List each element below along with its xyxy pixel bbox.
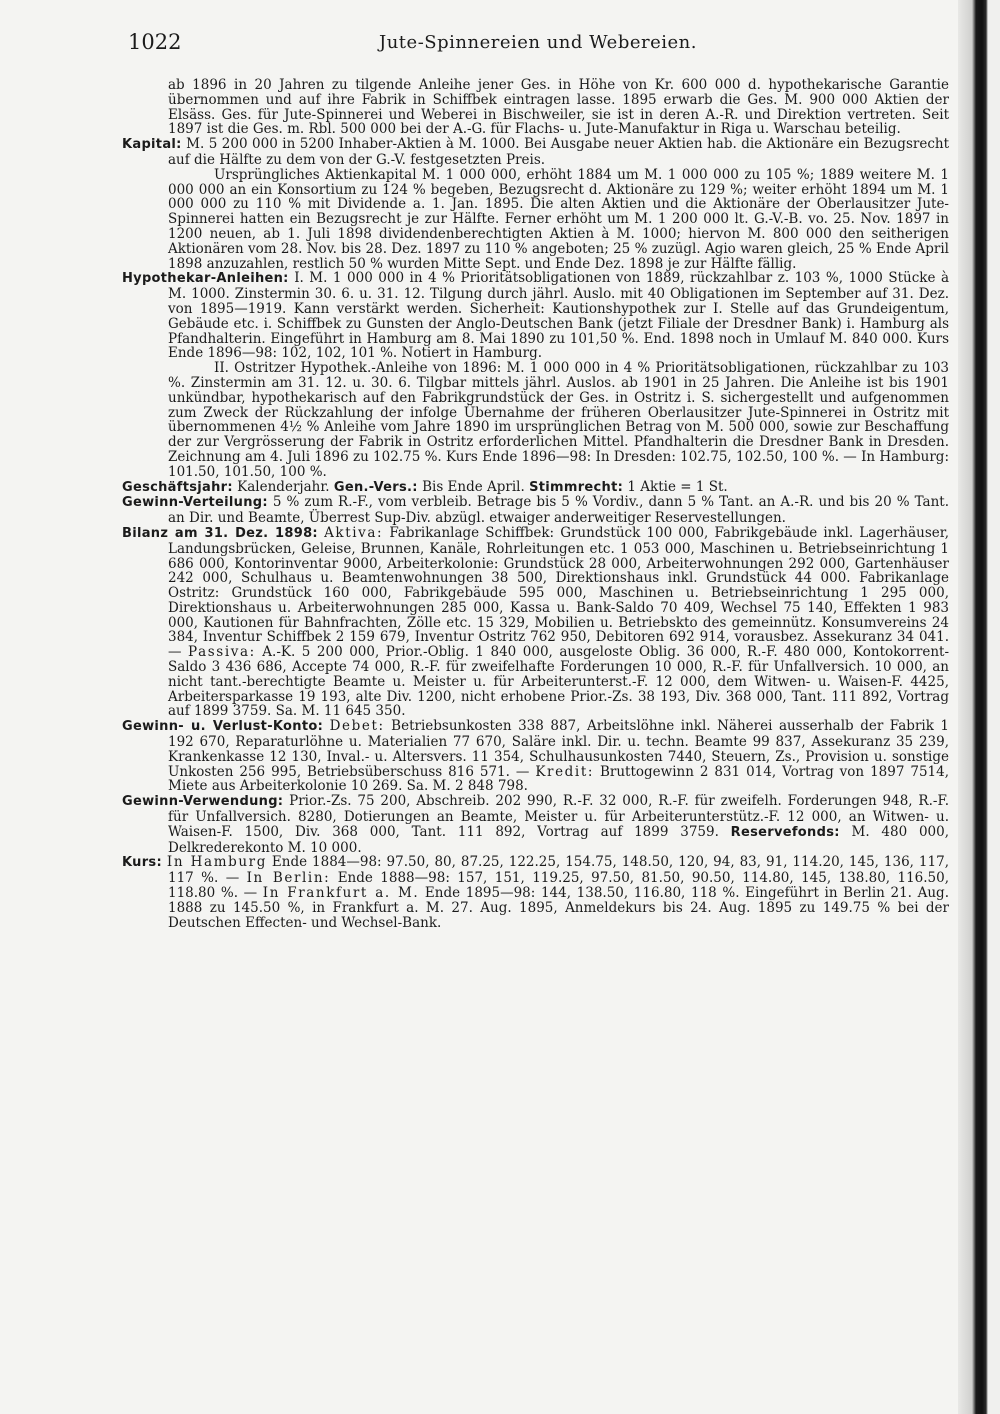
section-label: Gewinn- u. Verlust-Konto: — [122, 719, 324, 735]
paragraph-hypothekar-anleihen — [122, 271, 949, 361]
paragraph-text: 1 Aktie = 1 St. — [627, 478, 728, 495]
paragraph-text: A.-K. 5 200 000, Prior.-Oblig. 1 840 000, ausgeloste Oblig. 36 000, R.-F. 480 000, Kontokorrent-Saldo 3 436 686, Accepte 74 000, R.-F. für zweifelhafte Forderungen 10 000, R.-F. für Unfallversich. 10 000, an nicht tant.-berechtigte Beamte u. Meister u. für Arbeiterunterst.-F. 12 000, dem Witwen- u. Waisen-F. 4425, Arbeitersparkasse 19 193, alte Div. 1200, nicht erhobene Prior.-Zs. 38 193, Div. 368 000, Tant. 111 892, Vortrag auf 1899 3759. Sa. M. 11 645 350. — [168, 644, 950, 720]
paragraph-geschaeftsjahr — [122, 480, 949, 496]
section-label-gen-vers: Gen.-Vers.: — [333, 479, 418, 495]
subsection-label-kredit: Kredit: — [535, 763, 595, 780]
section-label: Bilanz am 31. Dez. 1898: — [122, 525, 318, 541]
paragraph-text: 5 % zum R.-F., vom verbleib. Betrage bis 5 % Vordiv., dann 5 % Tant. an A.-R. und bis 20 % Tant. an Dir. und Beamte, Überrest Sup-Div. abzügl. etwaiger anderweitiger Reservestellungen. — [168, 494, 949, 527]
section-label: Geschäftsjahr: — [122, 479, 233, 495]
paragraph-gewinn-verlust-konto — [122, 719, 949, 794]
paragraph-anleihe-intro — [122, 78, 949, 137]
section-label: Kapital: — [122, 137, 182, 153]
paragraph-text: Fabrikanlage Schiffbek: Grundstück 100 000, Fabrikgebäude inkl. Lagerhäuser, Landungsbrücken, Geleise, Brunnen, Kanäle, Rohrleitungen etc. 1 053 000, Maschinen u. Betriebseinrichtung 1 686 000, Kontorinventar 9000, Arbeiterkolonie: Grundstück 28 000, Arbeiterwohnungen 292 000, Gartenhäuser 242 000, Schulhaus u. Beamtenwohnungen 38 500, Direktionshaus inkl. Grundstück 44 000. Fabrikanlage Ostritz: Grundstück 160 000, Fabrikgebäude 595 000, Maschinen u. Betriebseinrichtung 1 295 000, Direktionshaus u. Arbeiterwohnungen 285 000, Kassa u. Bank-Saldo 70 409, Wechsel 75 140, Effekten 1 983 000, Kautionen für Bahnfrachten, Zölle etc. 15 329, Mobilien u. Betriebskto des gemeinnütz. Konsumvereins 24 384, Inventur Schiffbek 2 159 679, Inventur Ostritz 762 950, Debitoren 692 914, vorausbez. Assekuranz 34 041. — — [168, 524, 950, 661]
subsection-label-hamburg: In Hamburg — [166, 854, 267, 871]
running-title: Jute-Spinnereien und Webereien. — [379, 32, 697, 53]
paragraph-gewinn-verwendung — [122, 794, 949, 855]
paragraph-text: II. Ostritzer Hypothek.-Anleihe von 1896: M. 1 000 000 in 4 % Prioritätsobligationen, rückzahlbar zu 103 %. Zinstermin am 31. 12. u. 30. 6. Tilgbar mittels jährl. Auslos. ab 1901 in 25 Jahren. Die Anleihe ist bis 1901 unkündbar, hypothekarisch auf den Fabrikgrundstück der Ges. in Ostritz i. S. sichergestellt und aufgenommen zum Zweck der Rückzahlung der infolge Übernahme der früheren Oberlausitzer Jute-Spinnerei in Ostritz mit übernommenen 4½ % Anleihe vom Jahre 1890 im ursprünglichen Betrag von M. 500 000, sowie zur Beschaffung der zur Vergrösserung der Fabrik in Ostritz erforderlichen Mittel. Pfandhalterin die Dresdner Bank in Dresden. Zeichnung am 4. Juli 1896 zu 102.75 %. Kurs Ende 1896—98: In Dresden: 102.75, 102.50, 100 %. — In Hamburg: 101.50, 101.50, 100 %. — [168, 360, 949, 480]
paragraph-text: Ende 1884—98: 97.50, 80, 87.25, 122.25, 154.75, 148.50, 120, 94, 83, 91, 114.20, 145, 136, 117, 117 %. — — [168, 854, 949, 887]
section-label: Kurs: — [122, 855, 162, 871]
subsection-label-debet: Debet: — [329, 718, 385, 735]
subsection-label-berlin: In Berlin: — [246, 870, 331, 887]
binding-gutter — [958, 0, 1000, 1414]
paragraph-text: ab 1896 in 20 Jahren zu tilgende Anleihe jener Ges. in Höhe von Kr. 600 000 d. hypothekarische Garantie übernommen und auf ihre Fabrik in Schiffbek eintragen lasse. 1895 erwarb die Ges. M. 900 000 Aktien der Elsäss. Ges. für Jute-Spinnerei und Weberei in Bischweiler, sie ist in deren A.-R. und Direktion vertreten. Seit 1897 ist die Ges. m. Rbl. 500 000 bei der A.-G. für Flachs- u. Jute-Manufaktur in Riga u. Warschau beteilig. — [168, 77, 949, 138]
paragraph-text: Ende 1888—98: 157, 151, 119.25, 97.50, 81.50, 90.50, 114.80, 145, 138.80, 116.50, 118.80 %. — — [168, 870, 950, 902]
paragraph-text: Bruttogewinn 2 831 014, Vortrag von 1897 7514, Miete aus Arbeiterkolonie 10 269. Sa. M. 2 848 798. — [168, 763, 950, 795]
paragraph-aktienkapital — [122, 168, 949, 272]
paragraph-text: M. 480 000, Delkrederekonto M. 10 000. — [168, 823, 950, 856]
subsection-label-frankfurt: In Frankfurt a. M. — [262, 885, 420, 902]
paragraph-text: Betriebsunkosten 338 887, Arbeitslöhne inkl. Näherei ausserhalb der Fabrik 1 192 670, Reparaturlöhne u. Materialien 77 670, Saläre inkl. Dir. u. techn. Beamte 99 837, Assekuranz 35 239, Krankenkasse 12 130, Inval.- u. Altersvers. 11 354, Schulhausunkosten 7440, Steuern, Zs., Provision u. sonstige Unkosten 256 995, Betriebsüberschuss 816 571. — — [168, 718, 950, 780]
paragraph-text: I. M. 1 000 000 in 4 % Prioritätsobligationen von 1889, rückzahlbar z. 103 %, 1000 Stücke à M. 1000. Zinstermin 30. 6. u. 31. 12. Tilgung durch jährl. Auslo. mit 40 Obligationen im September auf 31. Dez. von 1895—1919. Kann verstärkt werden. Sicherheit: Kautionshypothek zur I. Stelle auf das Grundeigentum, Gebäude etc. i. Schiffbek zu Gunsten der Anglo-Deutschen Bank (jetzt Filiale der Dresdner Bank) i. Hamburg als Pfandhalterin. Eingeführt in Hamburg am 8. Mai 1890 zu 101,50 %. End. 1898 noch in Umlauf M. 840 000. Kurs Ende 1896—98: 102, 102, 101 %. Notiert in Hamburg. — [168, 270, 950, 362]
paragraph-text: Prior.-Zs. 75 200, Abschreib. 202 990, R.-F. 32 000, R.-F. für zweifelh. Forderungen 948, R.-F. für Unfallversich. 8280, Dotierungen an Beamte, Meister u. für Arbeiterunterstütz.-F. 12 000, an Witwen- u. Waisen-F. 1500, Div. 368 000, Tant. 111 892, Vortrag auf 1899 3759. — [168, 793, 949, 840]
section-label: Gewinn-Verteilung: — [122, 495, 268, 511]
section-label: Hypothekar-Anleihen: — [122, 271, 289, 287]
subsection-label-aktiva: Aktiva: — [324, 524, 384, 541]
section-label-reservefonds: Reservefonds: — [730, 824, 840, 840]
paragraph-text: Ende 1895—98: 144, 138.50, 116.80, 118 %. Eingeführt in Berlin 21. Aug. 1888 zu 145.50 %, in Frankfurt a. M. 27. Aug. 1895, Anmeldekurs bis 24. Aug. 1895 zu 149.75 % bei der Deutschen Effecten- und Wechsel-Bank. — [168, 885, 949, 931]
page-number: 1022 — [128, 30, 182, 54]
paragraph-text: Bis Ende April. — [422, 478, 525, 495]
page-body — [122, 78, 949, 930]
paragraph-text: M. 5 200 000 in 5200 Inhaber-Aktien à M. 1000. Bei Ausgabe neuer Aktien hab. die Aktionäre ein Bezugsrecht auf die Hälfte zu dem von der G.-V. festgesetzten Preis. — [168, 136, 949, 168]
paragraph-text: Kalenderjahr. — [237, 478, 330, 495]
subsection-label-passiva: Passiva: — [188, 644, 256, 661]
paragraph-kurs — [122, 855, 949, 930]
section-label-stimmrecht: Stimmrecht: — [529, 479, 624, 495]
paragraph-text: Ursprüngliches Aktienkapital M. 1 000 000, erhöht 1884 um M. 1 000 000 zu 105 %; 1889 weitere M. 1 000 000 an ein Konsortium zu 124 % begeben, Bezugsrecht d. Aktionäre zu 129 %; weiter erhöht 1894 um M. 1 000 000 zu 110 % mit Dividende a. 1. Jan. 1895. Die alten Aktien und die Aktionäre der Oberlausitzer Jute-Spinnerei hatten ein Bezugsrecht je zur Hälfte. Ferner erhöht um M. 1 200 000 lt. G.-V.-B. vo. 25. Nov. 1897 in 1200 neuen, ab 1. Juli 1898 dividendenberechtigten Aktien à M. 1000; hiervon M. 800 000 den seitherigen Aktionären vom 28. Nov. bis 28. Dez. 1897 zu 110 % angeboten; 25 % zuzügl. Agio waren gleich, 25 % Ende April 1898 anzuzahlen, restlich 50 % wurden Mitte Sept. und Ende Dez. 1898 je zur Hälfte fällig. — [168, 166, 949, 272]
section-label: Gewinn-Verwendung: — [122, 794, 284, 810]
paragraph-gewinn-verteilung — [122, 495, 949, 526]
paragraph-bilanz — [122, 526, 949, 719]
paragraph-ostritzer-anleihe — [122, 361, 949, 479]
page-header — [128, 30, 948, 58]
paragraph-kapital — [122, 137, 949, 168]
